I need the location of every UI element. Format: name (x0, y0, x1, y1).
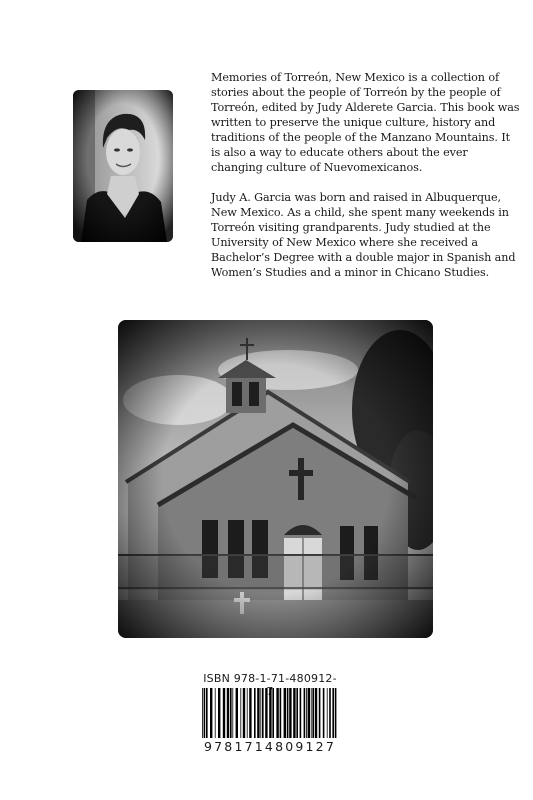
barcode-bar (227, 688, 229, 738)
author-photo (73, 90, 173, 242)
barcode-bar (287, 688, 289, 738)
barcode-bar (304, 688, 306, 738)
barcode-bar (210, 688, 212, 738)
barcode-bar (218, 688, 220, 738)
barcode-bar (289, 688, 291, 738)
author-bio-paragraph: Judy A. Garcia was born and raised in Albuquerque, New Mexico. As a child, she spent many weekends in Torreón visiting grandparents. Judy studied at the University of New Mexico where she received a Bachelor’s Degree with a double major in Spanish and Women’s Studies and a minor in Chicano Studies. (211, 191, 516, 279)
barcode-bar (236, 688, 238, 738)
barcode-bar (202, 688, 203, 738)
back-cover-description (211, 70, 521, 295)
barcode-digits: 9781714809127 (204, 739, 336, 754)
barcode-bar (262, 688, 264, 738)
barcode-bar (272, 688, 274, 738)
barcode-bar (260, 688, 261, 738)
book-summary-paragraph: Memories of Torreón, New Mexico is a collection of stories about the people of Torreón by the people of Torreón, edited by Judy Alderete Garcia. This book was written to preserve the unique culture, history and traditions of the people of the Manzano Mountains. It is also a way to educate others about the ever changing culture of Nuevomexicanos. (211, 71, 520, 174)
barcode-bar (223, 688, 225, 738)
barcode-bar (243, 688, 245, 738)
isbn-barcode (200, 688, 340, 738)
barcode-bar (240, 688, 241, 738)
barcode-bar (308, 688, 310, 738)
barcode-bar (257, 688, 259, 738)
barcode-bar (311, 688, 312, 738)
barcode-bar (327, 688, 328, 738)
barcode-bar (247, 688, 248, 738)
barcode-bar (276, 688, 278, 738)
barcode-bar (254, 688, 256, 738)
barcode-bar (319, 688, 321, 738)
barcode-bar (249, 688, 251, 738)
barcode-bar (296, 688, 298, 738)
barcode-bar (215, 688, 216, 738)
barcode-bar (265, 688, 267, 738)
barcode-bar (300, 688, 302, 738)
barcode-bar (204, 688, 206, 738)
barcode-bar (232, 688, 233, 738)
barcode-bar (230, 688, 232, 738)
barcode-bar (329, 688, 331, 738)
barcode-bar (284, 688, 286, 738)
barcode-bar (269, 688, 271, 738)
isbn-label: ISBN 978-1-71-480912- (203, 672, 337, 685)
church-photo (118, 320, 433, 638)
barcode-bar (280, 688, 282, 738)
barcode-bar (332, 688, 334, 738)
barcode-bar (312, 688, 314, 738)
barcode-bar (315, 688, 317, 738)
barcode-bar (335, 688, 337, 738)
barcode-bar (306, 688, 307, 738)
barcode-bar (293, 688, 295, 738)
barcode-bar (206, 688, 208, 738)
barcode-bar (323, 688, 325, 738)
